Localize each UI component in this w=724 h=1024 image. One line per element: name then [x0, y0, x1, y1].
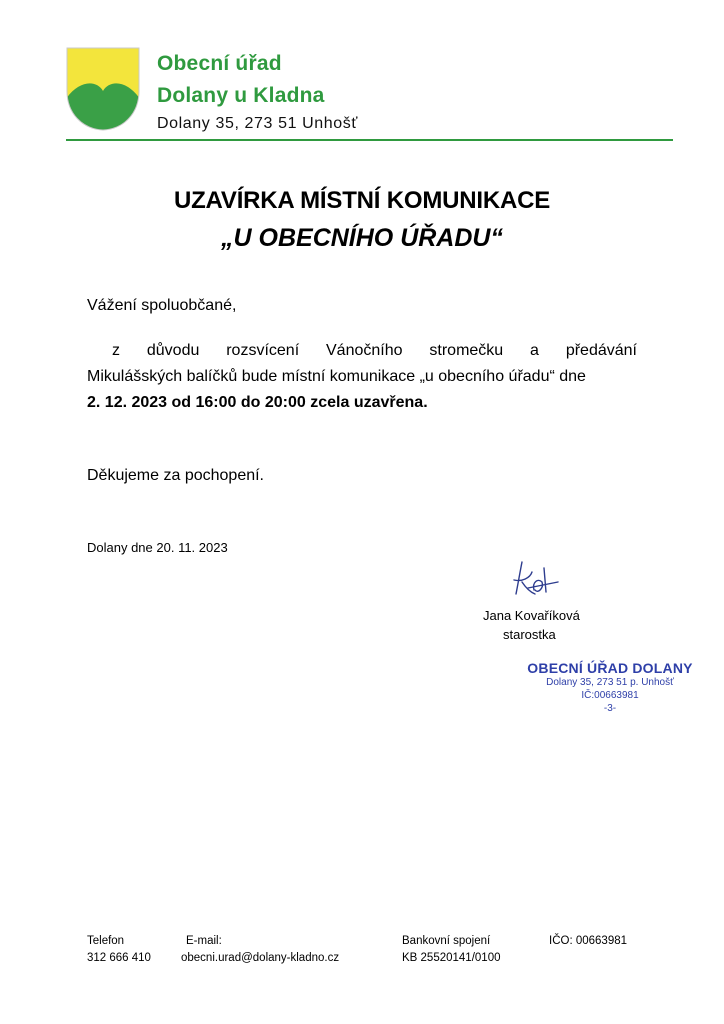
paragraph-line-2: Mikulášských balíčků bude místní komunikace „u obecního úřadu“ dne — [87, 368, 586, 385]
date-line: Dolany dne 20. 11. 2023 — [87, 540, 228, 555]
footer-bank — [402, 933, 500, 967]
signer-role: starostka — [503, 627, 556, 642]
handwritten-signature — [508, 560, 560, 596]
stamp-address: Dolany 35, 273 51 p. Unhošť — [546, 677, 674, 688]
stamp-title: OBECNÍ ÚŘAD DOLANY — [527, 660, 693, 676]
org-name-line1: Obecní úřad — [157, 52, 282, 75]
notice-subtitle: „U OBECNÍHO ÚŘADU“ — [221, 224, 503, 252]
bank-account: KB 25520141/0100 — [402, 952, 501, 964]
footer-phone — [87, 933, 151, 967]
signer-name: Jana Kovaříková — [483, 608, 580, 623]
thanks-line: Děkujeme za pochopení. — [87, 467, 264, 484]
email-label: E-mail: — [186, 935, 222, 947]
notice-paragraph — [87, 338, 637, 416]
paragraph-line-1: z důvodu rozsvícení Vánočního stromečku a předávání — [112, 342, 637, 359]
notice-title: UZAVÍRKA MÍSTNÍ KOMUNIKACE — [173, 187, 551, 214]
greeting: Vážení spoluobčané, — [87, 297, 237, 314]
stamp-number: -3- — [603, 703, 617, 714]
closure-datetime: 2. 12. 2023 od 16:00 do 20:00 zcela uzavřena. — [87, 394, 428, 411]
village-crest-logo — [66, 47, 140, 131]
org-name-line2: Dolany u Kladna — [157, 84, 325, 107]
org-address: Dolany 35, 273 51 Unhošť — [157, 115, 358, 132]
email-address: obecni.urad@dolany-kladno.cz — [181, 952, 340, 964]
bank-label: Bankovní spojení — [402, 935, 491, 947]
footer-ico — [549, 933, 627, 950]
ico-number: IČO: 00663981 — [549, 935, 628, 947]
official-stamp — [520, 660, 700, 715]
phone-label: Telefon — [87, 935, 125, 947]
header-divider — [66, 139, 673, 141]
phone-number: 312 666 410 — [87, 952, 151, 964]
stamp-ic: IČ:00663981 — [581, 690, 639, 701]
footer-email — [181, 933, 339, 967]
